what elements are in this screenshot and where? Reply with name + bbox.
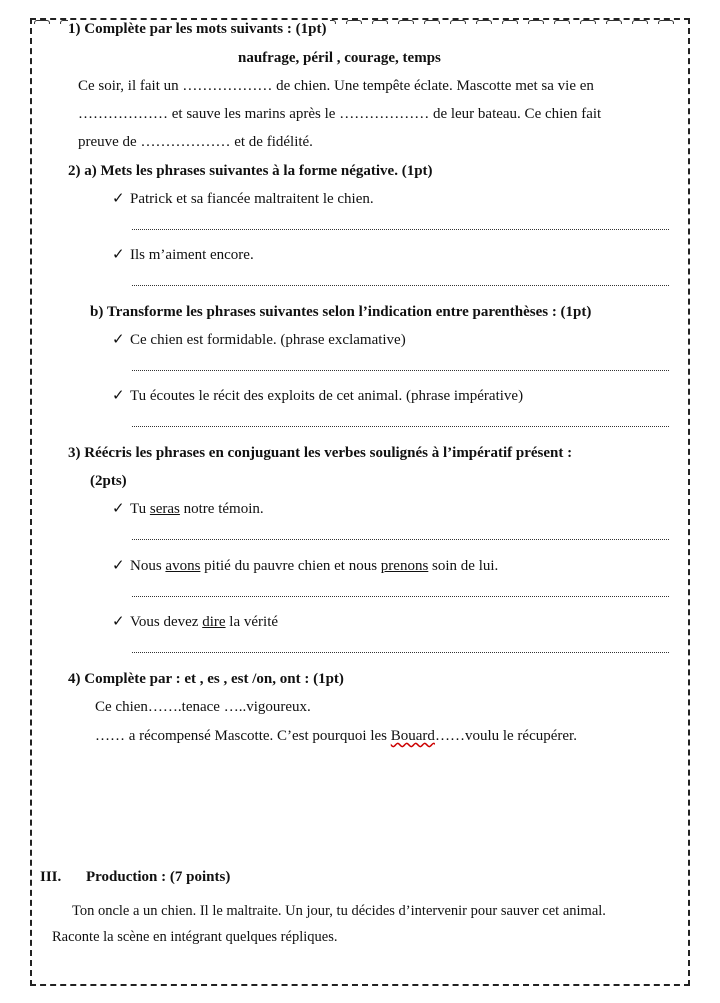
answer-line[interactable]	[132, 426, 669, 427]
list-item	[112, 500, 264, 518]
text-line-1: Ce soir, il fait un ……………… de chien. Une tempête éclate. Mascotte met sa vie en	[78, 78, 594, 94]
text-line-2: ……………… et sauve les marins après le ……………… de leur bateau. Ce chien fait	[78, 106, 602, 122]
exercise-4-line-1: Ce chien…….tenace …..vigoureux.	[95, 699, 311, 715]
answer-line[interactable]	[132, 539, 669, 540]
underlined-verb: seras	[149, 501, 180, 517]
sentence: Ils m’aiment encore.	[130, 247, 254, 263]
production-line-2: Raconte la scène en intégrant quelques répliques.	[52, 929, 338, 945]
word-bank: naufrage, péril , courage, temps	[238, 50, 441, 66]
sentence: Patrick et sa fiancée maltraitent le chien.	[130, 191, 374, 207]
exercise-4-line-2	[95, 727, 577, 745]
sentence-part: ……voulu le récupérer.	[434, 728, 577, 744]
list-item	[112, 331, 406, 349]
underlined-verb: avons	[165, 558, 201, 574]
underlined-verb: prenons	[380, 558, 429, 574]
sentence-part: la vérité	[225, 614, 279, 630]
list-item	[112, 190, 374, 208]
sentence-part: Tu	[130, 501, 150, 517]
answer-line[interactable]	[132, 229, 669, 230]
sentence-part: Vous devez	[130, 614, 203, 630]
production-line-1: Ton oncle a un chien. Il le maltraite. Un jour, tu décides d’intervenir pour sauver cet animal.	[72, 903, 606, 919]
checkmark-icon: ✓	[112, 558, 125, 574]
answer-line[interactable]	[132, 652, 669, 653]
checkmark-icon: ✓	[112, 247, 125, 263]
sentence-part: …… a récompensé Mascotte. C’est pourquoi les	[95, 728, 391, 744]
sentence-part: pitié du pauvre chien et nous	[200, 558, 381, 574]
answer-line[interactable]	[132, 285, 669, 286]
production-title: Production : (7 points)	[86, 869, 231, 885]
checkmark-icon: ✓	[112, 332, 125, 348]
sentence: Tu écoutes le récit des exploits de cet animal. (phrase impérative)	[130, 388, 524, 404]
exercise-2a-title: 2) a) Mets les phrases suivantes à la forme négative. (1pt)	[68, 163, 433, 179]
exercise-1-title: 1) Complète par les mots suivants : (1pt)	[68, 20, 330, 38]
sentence: Ce chien est formidable. (phrase exclamative)	[130, 332, 406, 348]
sentence-part: notre témoin.	[179, 501, 264, 517]
checkmark-icon: ✓	[112, 614, 125, 630]
sentence-part: Nous	[130, 558, 166, 574]
exercise-2b-title: b) Transforme les phrases suivantes selon l’indication entre parenthèses : (1pt)	[90, 304, 592, 320]
list-item	[112, 246, 254, 264]
exercise-3-points: (2pts)	[90, 473, 127, 489]
list-item	[112, 557, 498, 575]
sentence-part: soin de lui.	[428, 558, 499, 574]
exercise-3-title: 3) Réécris les phrases en conjuguant les verbes soulignés à l’impératif présent :	[68, 445, 573, 461]
checkmark-icon: ✓	[112, 388, 125, 404]
underlined-verb: dire	[202, 614, 226, 630]
answer-line[interactable]	[132, 596, 669, 597]
text-line-3: preuve de ……………… et de fidélité.	[78, 134, 313, 150]
spellcheck-word: Bouard	[390, 728, 435, 744]
checkmark-icon: ✓	[112, 501, 125, 517]
exercise-4-title: 4) Complète par : et , es , est /on, ont : (1pt)	[68, 671, 344, 687]
list-item	[112, 613, 278, 631]
answer-line[interactable]	[132, 370, 669, 371]
list-item	[112, 387, 523, 405]
production-number: III.	[40, 869, 62, 885]
checkmark-icon: ✓	[112, 191, 125, 207]
